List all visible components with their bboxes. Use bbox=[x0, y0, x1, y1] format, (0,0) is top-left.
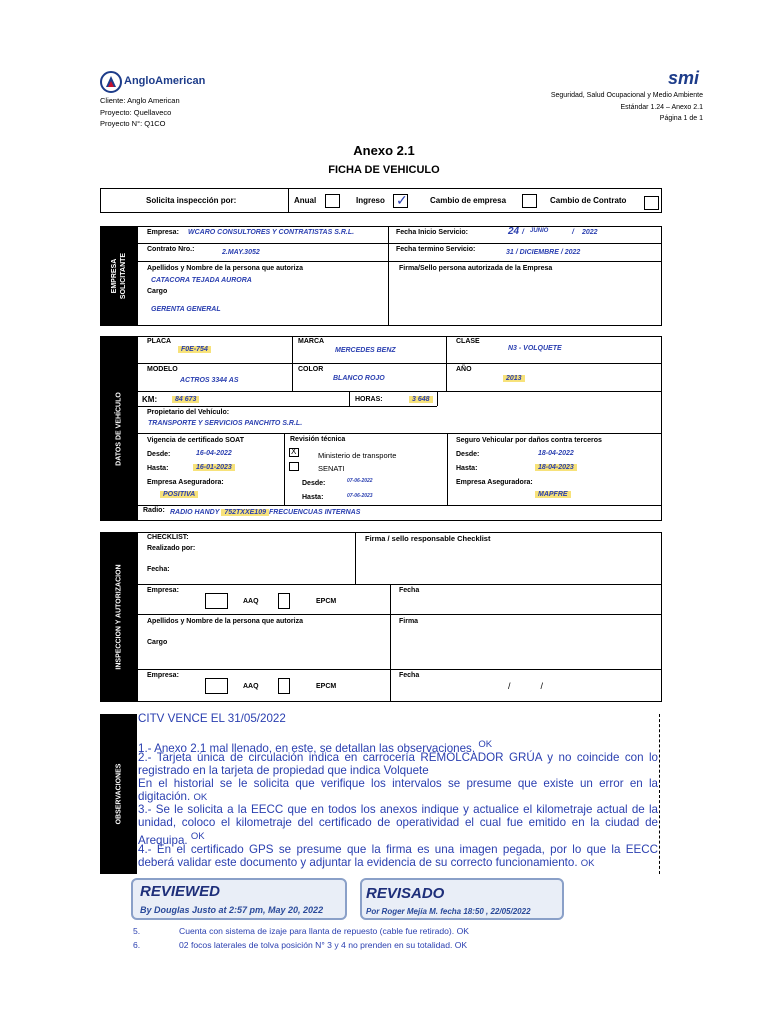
km-value: 84 673 bbox=[172, 396, 199, 403]
ingreso-checkbox[interactable] bbox=[393, 194, 408, 208]
color-label: COLOR bbox=[298, 366, 324, 373]
inspeccion-side-label: INSPECCION Y AUTORIZACION bbox=[100, 532, 137, 702]
seg-hasta-label: Hasta: bbox=[456, 465, 478, 472]
insp-empresa2-label: Empresa: bbox=[147, 672, 179, 679]
clase-label: CLASE bbox=[456, 338, 480, 345]
epcm-label: EPCM bbox=[316, 598, 337, 605]
insp-cargo-label: Cargo bbox=[147, 639, 168, 646]
radio-device: RADIO HANDY bbox=[170, 509, 220, 516]
horas-label: HORAS: bbox=[355, 396, 383, 403]
modelo-label: MODELO bbox=[147, 366, 178, 373]
autoriza-value: CATACORA TEJADA AURORA bbox=[151, 277, 252, 284]
anual-checkbox[interactable] bbox=[325, 194, 340, 208]
obs-item-1: 1.- Anexo 2.1 mal llenado, en este, se detallan las observaciones. $^{OK}$ bbox=[138, 739, 493, 755]
rev-mtc-label: Ministerio de transporte bbox=[318, 451, 397, 460]
anglo-logo bbox=[100, 71, 210, 93]
termino-label: Fecha termino Servicio: bbox=[396, 246, 476, 253]
ok-mark: OK bbox=[454, 940, 468, 950]
termino-value: 31 / DICIEMBRE / 2022 bbox=[506, 249, 581, 256]
rev-hasta-value: 07-06-2023 bbox=[347, 493, 373, 499]
vehiculo-side-label: DATOS DE VEHÍCULO bbox=[100, 336, 137, 521]
x-mark-icon: X bbox=[291, 447, 297, 456]
cargo-label: Cargo bbox=[147, 288, 168, 295]
insp-fecha2-label: Fecha bbox=[399, 672, 420, 679]
revisado-stamp bbox=[360, 878, 564, 920]
radio-value bbox=[170, 509, 360, 516]
inicio-year: 2022 bbox=[582, 229, 598, 236]
soat-hasta-value: 16-01-2023 bbox=[193, 464, 235, 471]
firma-checklist-label: Firma / sello responsable Checklist bbox=[365, 534, 491, 543]
insp-firma-label: Firma bbox=[399, 618, 419, 625]
header-right-line3: Página 1 de 1 bbox=[659, 115, 703, 122]
insp-autoriza-label: Apellidos y Nombre de la persona que autoriza bbox=[147, 618, 303, 625]
annex-title: Anexo 2.1 bbox=[353, 143, 415, 158]
inicio-day: 24 bbox=[508, 226, 520, 237]
header-right-line2: Estándar 1.24 – Anexo 2.1 bbox=[620, 104, 703, 111]
cambio-contrato-label: Cambio de Contrato bbox=[550, 196, 627, 205]
aaq-label: AAQ bbox=[243, 598, 259, 605]
cambio-empresa-checkbox[interactable] bbox=[522, 194, 537, 208]
obs-item-2b: En el historial se le solicita que verifique los intervalos se presume que existe un error en la digitación. OK bbox=[138, 777, 658, 804]
check-icon: ✓ bbox=[396, 192, 408, 208]
firma-empresa-label: Firma/Sello persona autorizada de la Empresa bbox=[399, 265, 553, 272]
anglo-logo-icon bbox=[100, 71, 122, 93]
soat-desde-value: 16-04-2022 bbox=[196, 450, 232, 457]
placa-value: F0E-754 bbox=[178, 346, 211, 353]
autoriza-label: Apellidos y Nombre de la persona que autoriza bbox=[147, 265, 303, 272]
contrato-label: Contrato Nro.: bbox=[147, 246, 195, 253]
request-label: Solicita inspección por: bbox=[146, 196, 237, 205]
cambio-empresa-label: Cambio de empresa bbox=[430, 196, 507, 205]
extra-item-6: 6. 02 focos laterales de tolva posición N° 3 y 4 no prenden en su totalidad. OK bbox=[133, 940, 468, 950]
aaq-checkbox[interactable] bbox=[205, 593, 228, 609]
checklist-fecha-label: Fecha: bbox=[147, 566, 170, 573]
aaq2-checkbox[interactable] bbox=[205, 678, 228, 694]
header-right-line1: Seguridad, Salud Ocupacional y Medio Ambiente bbox=[550, 92, 703, 99]
obs-item-2: 2.- Tarjeta única de circulación indica en carrocería REMOLCADOR GRÚA y no coincide con lo registrado en la tarjeta de propiedad que indica Volquete bbox=[138, 751, 658, 778]
propietario-value: TRANSPORTE Y SERVICIOS PANCHITO S.R.L. bbox=[148, 420, 303, 427]
revisado-title: REVISADO bbox=[366, 885, 445, 902]
smi-logo: smi bbox=[668, 68, 700, 88]
horas-value: 3 648 bbox=[409, 396, 433, 403]
km-label: KM: bbox=[142, 395, 158, 404]
soat-desde-label: Desde: bbox=[147, 451, 171, 458]
ok-mark: OK bbox=[580, 858, 595, 870]
ok-mark: OK bbox=[190, 830, 205, 842]
rev-label: Revisión técnica bbox=[290, 436, 346, 443]
marca-value: MERCEDES BENZ bbox=[335, 347, 396, 354]
soat-aseg-label: Empresa Aseguradora: bbox=[147, 479, 224, 486]
ok-mark: OK bbox=[193, 792, 208, 804]
extra-item-5: 5. Cuenta con sistema de izaje para llanta de repuesto (cable fue retirado). OK bbox=[133, 926, 469, 936]
rev-desde-value: 07-06-2022 bbox=[347, 478, 373, 484]
seg-desde-value: 18-04-2022 bbox=[538, 450, 574, 457]
empresa-value: WCARO CONSULTORES Y CONTRATISTAS S.R.L. bbox=[188, 229, 355, 236]
radio-freq: FRECUENCUAS INTERNAS bbox=[269, 509, 361, 516]
inicio-sep2: / bbox=[572, 229, 574, 236]
empresa-side-label: EMPRESA SOLICITANTE bbox=[100, 226, 137, 326]
observaciones-side-label: OBSERVACIONES bbox=[100, 714, 137, 874]
clase-value: N3 - VOLQUETE bbox=[508, 345, 562, 352]
contrato-value: 2.MAY.3052 bbox=[222, 249, 260, 256]
soat-label: Vigencia de certificado SOAT bbox=[147, 437, 244, 444]
epcm2-checkbox[interactable] bbox=[278, 678, 290, 694]
ok-mark: OK bbox=[456, 926, 469, 936]
placa-label: PLACA bbox=[147, 338, 172, 345]
anio-label: AÑO bbox=[456, 366, 472, 373]
inicio-label: Fecha Inicio Servicio: bbox=[396, 229, 468, 236]
cargo-value: GERENTA GENERAL bbox=[151, 306, 221, 313]
anio-value: 2013 bbox=[503, 375, 525, 382]
cambio-contrato-checkbox[interactable] bbox=[644, 196, 659, 210]
radio-label: Radio: bbox=[143, 507, 165, 514]
reviewed-title: REVIEWED bbox=[140, 883, 221, 900]
reviewed-stamp bbox=[131, 878, 347, 920]
empresa-label: Empresa: bbox=[147, 229, 179, 236]
ingreso-label: Ingreso bbox=[356, 196, 385, 205]
project-line: Proyecto: Quellaveco bbox=[100, 108, 172, 117]
soat-aseg-value: POSITIVA bbox=[160, 491, 198, 498]
seg-hasta-value: 18-04-2023 bbox=[535, 464, 577, 471]
obs-item-4: 4.- En el certificado GPS se presume que la firma es una imagen pegada, por lo que la EECC deberá validar este documento y adjuntar la evidencia de su correcto funcionamiento. OK bbox=[138, 843, 658, 870]
ok-mark: OK bbox=[478, 739, 493, 750]
insp-fecha-label: Fecha bbox=[399, 587, 420, 594]
rev-hasta-label: Hasta: bbox=[302, 494, 324, 501]
seg-desde-label: Desde: bbox=[456, 451, 480, 458]
marca-label: MARCA bbox=[298, 338, 325, 345]
epcm-checkbox[interactable] bbox=[278, 593, 290, 609]
project-no-line: Proyecto N°: Q1CO bbox=[100, 119, 166, 128]
revisado-sub: Por Roger Mejía M. fecha 18:50 , 22/05/2022 bbox=[366, 907, 531, 916]
reviewed-sub: By Douglas Justo at 2:57 pm, May 20, 2022 bbox=[140, 905, 324, 915]
modelo-value: ACTROS 3344 AS bbox=[180, 377, 239, 384]
radio-serial: 752TXXE109 bbox=[221, 509, 269, 516]
rev-desde-label: Desde: bbox=[302, 480, 326, 487]
rev-mtc-checkbox[interactable] bbox=[289, 448, 299, 457]
realizado-label: Realizado por: bbox=[147, 545, 196, 552]
propietario-label: Propietario del Vehículo: bbox=[147, 409, 230, 416]
insp-empresa-label: Empresa: bbox=[147, 587, 179, 594]
inicio-month: JUNIO bbox=[530, 228, 549, 234]
obs-item-3: 3.- Se le solicita a la EECC que en todos los anexos indique y actualice el kilometraje actual de la unidad, coloco el kilometraje del certificado de operatividad el cual fue emitido en la ciudad de Arequipa. $^{OK}$ bbox=[138, 803, 658, 847]
obs-title: CITV VENCE EL 31/05/2022 bbox=[138, 712, 286, 725]
checklist-label: CHECKLIST: bbox=[147, 534, 189, 541]
client-line: Cliente: Anglo American bbox=[100, 96, 180, 105]
rev-senati-label: SENATI bbox=[318, 464, 345, 473]
anglo-logo-text: AngloAmerican bbox=[124, 75, 206, 87]
inicio-sep1: / bbox=[522, 229, 524, 236]
form-title: FICHA DE VEHICULO bbox=[328, 164, 440, 176]
insp-fecha2-value: / / bbox=[508, 681, 544, 691]
epcm2-label: EPCM bbox=[316, 683, 337, 690]
soat-hasta-label: Hasta: bbox=[147, 465, 169, 472]
color-value: BLANCO ROJO bbox=[333, 375, 385, 382]
rev-senati-checkbox[interactable] bbox=[289, 462, 299, 471]
seg-aseg-value: MAPFRE bbox=[535, 491, 571, 498]
aaq2-label: AAQ bbox=[243, 683, 259, 690]
seg-aseg-label: Empresa Aseguradora: bbox=[456, 479, 533, 486]
anual-label: Anual bbox=[294, 196, 317, 205]
seg-label: Seguro Vehicular por daños contra terceros bbox=[456, 437, 602, 444]
